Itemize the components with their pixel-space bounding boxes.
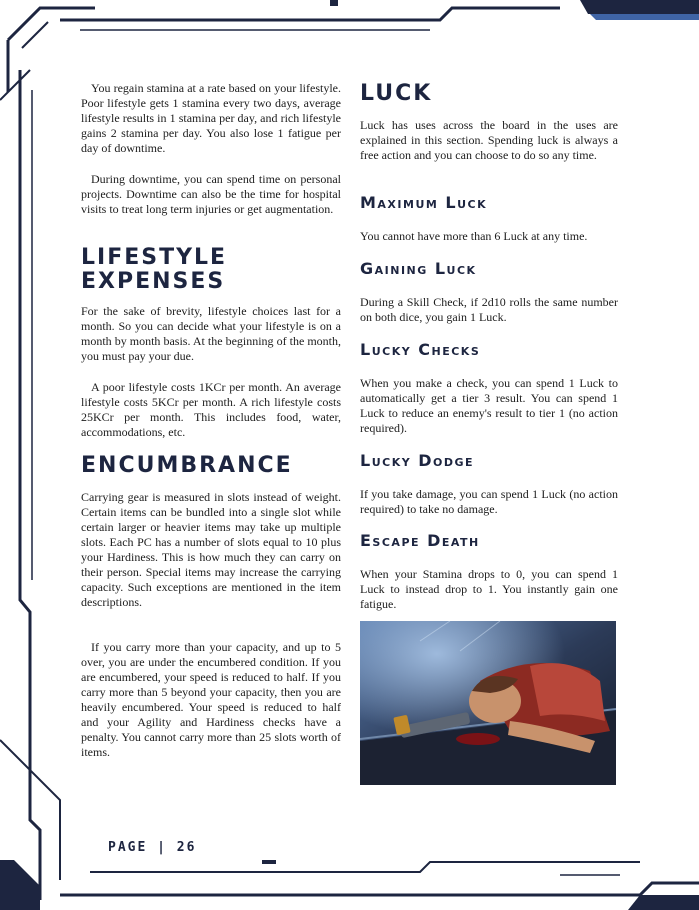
encumbrance-paragraph: Carrying gear is measured in slots instead of weight. Certain items can be bundled into a single slot while certain larger or heavier items may take up multiple slots. Each PC has a number of slots equal to 10 plus your Hardiness. This is how much they can carry on their person. Special items may increase the carrying capacity. Such exceptions are mentioned in the item descriptions. bbox=[81, 490, 341, 609]
lucky-dodge-heading: Lucky Dodge bbox=[360, 451, 475, 470]
downtime-paragraph: During downtime, you can spend time on personal projects. Downtime can also be the time for hospital visits to treat long term injuries or get augmentation. bbox=[81, 172, 341, 216]
gaining-luck-paragraph: During a Skill Check, if 2d10 rolls the same number on both dice, you gain 1 Luck. bbox=[360, 295, 618, 324]
lucky-checks-paragraph: When you make a check, you can spend 1 Luck to automatically get a tier 3 result. You can spend 1 Luck to reduce an enemy's result to tier 1 (no action required). bbox=[360, 376, 618, 435]
lifestyle-paragraph: For the sake of brevity, lifestyle choices last for a month. So you can decide what your lifestyle is on a month by month basis. At the beginning of the month, you must pay your due. bbox=[81, 304, 341, 363]
luck-heading: LUCK bbox=[360, 81, 433, 106]
gaining-luck-heading: Gaining Luck bbox=[360, 259, 477, 278]
encumbered-paragraph: If you carry more than your capacity, and up to 5 over, you are under the encumbered condition. If you are encumbered, your speed is reduced to half. If you carry more than 5 beyond your capacity, then you are heavily encumbered. Your speed is reduced to half and your Agility and Hardiness checks have a penalty. You cannot carry more than 25 slots worth of items. bbox=[81, 640, 341, 759]
escape-death-paragraph: When your Stamina drops to 0, you can spend 1 Luck to instead drop to 1. You instantly gain one fatigue. bbox=[360, 567, 618, 611]
page-number: PAGE | 26 bbox=[108, 840, 197, 855]
illustration-fallen-man bbox=[360, 621, 616, 785]
luck-paragraph: Luck has uses across the board in the uses are explained in this section. Spending luck is always a free action and you can choose to do so any time. bbox=[360, 118, 618, 162]
lifestyle-cost-paragraph: A poor lifestyle costs 1KCr per month. An average lifestyle costs 5KCr per month. A rich lifestyle costs 25KCr per month. This includes food, water, accommodations, etc. bbox=[81, 380, 341, 439]
encumbrance-heading: ENCUMBRANCE bbox=[81, 453, 293, 478]
lucky-checks-heading: Lucky Checks bbox=[360, 340, 481, 359]
maximum-luck-heading: Maximum Luck bbox=[360, 193, 488, 212]
illustration-art bbox=[360, 621, 616, 785]
maximum-luck-paragraph: You cannot have more than 6 Luck at any time. bbox=[360, 229, 588, 243]
lifestyle-heading-line2: EXPENSES bbox=[81, 269, 226, 294]
escape-death-heading: Escape Death bbox=[360, 531, 480, 550]
lifestyle-heading-line1: LIFESTYLE bbox=[81, 245, 228, 270]
lucky-dodge-paragraph: If you take damage, you can spend 1 Luck (no action required) to take no damage. bbox=[360, 487, 618, 516]
stamina-paragraph: You regain stamina at a rate based on your lifestyle. Poor lifestyle gets 1 stamina every two days, average lifestyle results in 1 stamina per day, and rich lifestyle gains 2 stamina per day. You also lose 1 fatigue per day of downtime. bbox=[81, 81, 341, 155]
